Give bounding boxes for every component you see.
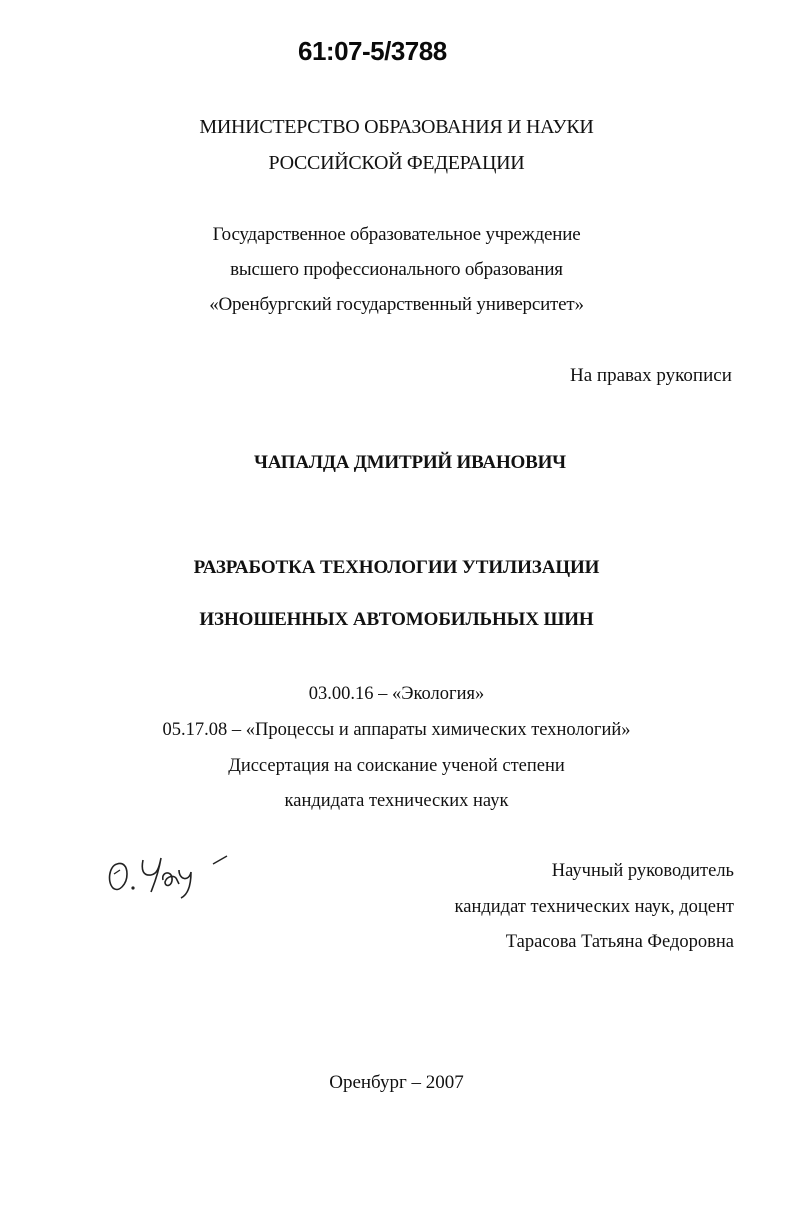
supervisor-degree: кандидат технических наук, доцент	[454, 897, 734, 917]
manuscript-note: На правах рукописи	[570, 365, 732, 386]
dissertation-title-line-1: РАЗРАБОТКА ТЕХНОЛОГИИ УТИЛИЗАЦИИ	[193, 557, 600, 578]
institution-line-1: Государственное образовательное учреждение	[212, 224, 581, 245]
archive-code: 61:07-5/3788	[298, 36, 447, 66]
author-name: ЧАПАЛДА ДМИТРИЙ ИВАНОВИЧ	[254, 452, 566, 473]
supervisor-role: Научный руководитель	[551, 861, 734, 881]
institution-line-2: высшего профессионального образования	[230, 259, 563, 280]
supervisor-name: Тарасова Татьяна Федоровна	[505, 932, 734, 952]
degree-statement: Диссертация на соискание ученой степени	[228, 756, 565, 776]
city-year: Оренбург – 2007	[329, 1072, 464, 1093]
specialty-chemical-processes: 05.17.08 – «Процессы и аппараты химических технологий»	[162, 720, 631, 740]
ministry-line-1: МИНИСТЕРСТВО ОБРАЗОВАНИЯ И НАУКИ	[199, 116, 594, 138]
specialty-ecology: 03.00.16 – «Экология»	[308, 684, 485, 704]
institution-line-3: «Оренбургский государственный университет»	[209, 294, 584, 315]
dissertation-title-line-2: ИЗНОШЕННЫХ АВТОМОБИЛЬНЫХ ШИН	[199, 609, 594, 630]
ministry-line-2: РОССИЙСКОЙ ФЕДЕРАЦИИ	[268, 152, 525, 174]
handwritten-signature	[105, 850, 235, 900]
degree-name: кандидата технических наук	[284, 791, 509, 811]
